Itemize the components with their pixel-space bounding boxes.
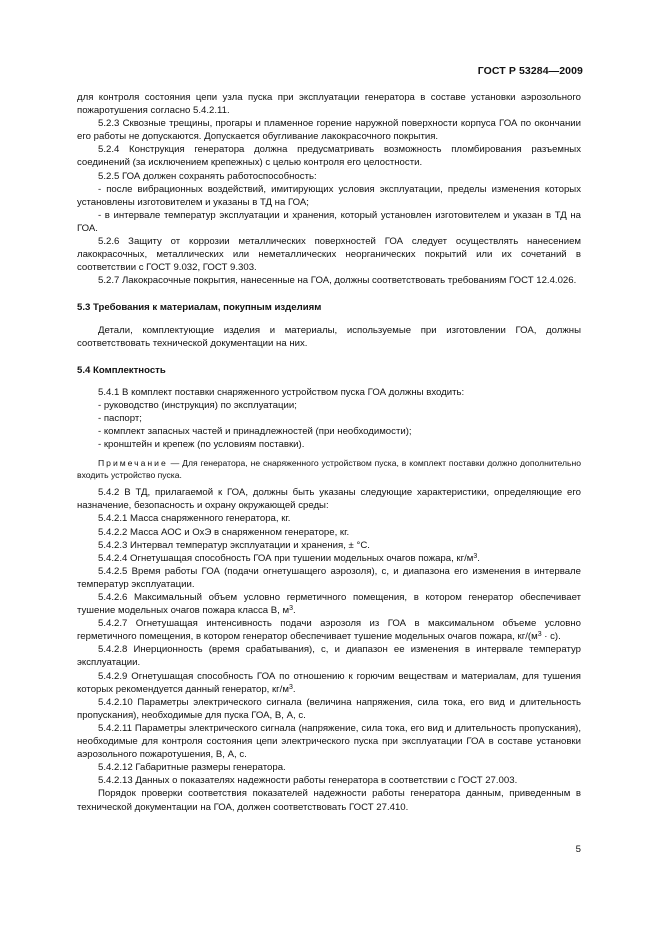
list-item: - после вибрационных воздействий, имитирующих условия эксплуатации, пределы изменения которых установлены изготовителем и указаны в ТД на ГОА; xyxy=(77,183,581,208)
page-number: 5 xyxy=(575,844,581,855)
clause-5-4-2-8: 5.4.2.8 Инерционность (время срабатывания), с, и диапазон ее изменения в интервале температур эксплуатации. xyxy=(77,644,581,669)
clause-5-4-2-3: 5.4.2.3 Интервал температур эксплуатации и хранения, ± °С. xyxy=(98,539,370,551)
clause-5-4-2-5: 5.4.2.5 Время работы ГОА (подачи огнетушащего аэрозоля), с, и диапазона его изменения в интервале температур эксплуатации. xyxy=(77,565,581,590)
list-item: - паспорт; xyxy=(98,412,142,424)
section-heading-5-4: 5.4 Комплектность xyxy=(77,364,166,376)
period: . xyxy=(477,552,480,564)
document-header: ГОСТ Р 53284—2009 xyxy=(477,65,583,77)
clause-5-4-2-6 xyxy=(77,591,581,617)
superscript: 3 xyxy=(537,631,542,639)
period: . xyxy=(292,683,296,695)
clause-5-4-1: 5.4.1 В комплект поставки снаряженного устройством пуска ГОА должны входить: xyxy=(98,386,465,398)
superscript: 3 xyxy=(288,683,293,691)
clause-text: 5.4.2.7 Огнетушащая интенсивность подачи аэрозоля из ГОА в максимальном объеме условно герметичного помещения, в котором генератор обеспечивает тушение модельных очагов пожара, кг/(м xyxy=(77,618,581,643)
clause-5-4-2-2: 5.4.2.2 Масса АОС и ОхЭ в снаряженном генераторе, кг. xyxy=(98,526,350,538)
clause-5-2-5: 5.2.5 ГОА должен сохранять работоспособность: xyxy=(98,170,317,182)
section-heading-5-3: 5.3 Требования к материалам, покупным изделиям xyxy=(77,302,322,314)
clause-5-4-2-10: 5.4.2.10 Параметры электрического сигнала (величина напряжения, сила тока, его вид и длительность пропускания), необходимые для пуска ГОА, В, А, с. xyxy=(77,696,581,721)
clause-5-2-7: 5.2.7 Лакокрасочные покрытия, нанесенные на ГОА, должны соответствовать требованиям ГОСТ 12.4.026. xyxy=(98,275,577,287)
paragraph: Детали, комплектующие изделия и материалы, используемые при изготовлении ГОА, должны соответствовать технической документации на них. xyxy=(77,324,581,349)
clause-text: 5.4.2.6 Максимальный объем условно герметичного помещения, в котором генератор обеспечивает тушение модельных очагов пожара класса В, м xyxy=(77,592,581,617)
list-item: - в интервале температур эксплуатации и хранения, который установлен изготовителем и указан в ТД на ГОА. xyxy=(77,209,581,234)
period: . xyxy=(293,605,296,617)
note-text: — Для генератора, не снаряженного устройством пуска, в комплект поставки должно дополнительно входить устройство пуска. xyxy=(77,458,581,481)
paragraph: для контроля состояния цепи узла пуска при эксплуатации генератора в составе установки аэрозольного пожаротушения согласно 5.4.2.11. xyxy=(77,92,581,117)
clause-5-4-2-13: 5.4.2.13 Данных о показателях надежности работы генератора в соответствии с ГОСТ 27.003. xyxy=(98,775,518,787)
superscript: 3 xyxy=(289,605,293,613)
clause-5-4-2-12: 5.4.2.12 Габаритные размеры генератора. xyxy=(98,762,286,774)
clause-5-4-2-11: 5.4.2.11 Параметры электрического сигнала (напряжение, сила тока, его вид и длительность пропускания), необходимые для контроля состояния цепи электрического пуска при эксплуатации ГОА в составе установки аэрозольного пожаротушения, В, А, с. xyxy=(77,722,581,761)
clause-5-4-2-9 xyxy=(77,670,581,696)
clause-text-end: · с). xyxy=(544,631,561,643)
clause-5-4-2: 5.4.2 В ТД, прилагаемой к ГОА, должны быть указаны следующие характеристики, определяющие его назначение, безопасность и охрану окружающей среды: xyxy=(77,487,581,512)
superscript: 3 xyxy=(473,552,478,560)
clause-text: 5.4.2.9 Огнетушащая способность ГОА по отношению к горючим веществам и материалам, для тушения которых рекомендуется данный генератор, кг/м xyxy=(77,670,581,695)
paragraph: Порядок проверки соответствия показателей надежности работы генератора данным, приведенным в технической документации на ГОА, должен соответствовать ГОСТ 27.410. xyxy=(77,788,581,813)
list-item: - кронштейн и крепеж (по условиям поставки). xyxy=(98,439,305,451)
clause-5-4-2-1: 5.4.2.1 Масса снаряженного генератора, кг. xyxy=(98,513,291,525)
document-body xyxy=(77,91,581,814)
list-item: - руководство (инструкция) по эксплуатации; xyxy=(98,399,297,411)
clause-5-4-2-4 xyxy=(77,552,581,565)
clause-5-2-4: 5.2.4 Конструкция генератора должна предусматривать возможность пломбирования разъемных соединений (за исключением крепежных) с целью контроля его целостности. xyxy=(77,144,581,169)
list-item: - комплект запасных частей и принадлежностей (при необходимости); xyxy=(98,426,412,438)
clause-5-2-6: 5.2.6 Защиту от коррозии металлических поверхностей ГОА следует осуществлять нанесением лакокрасочных, металлических или неметаллических неорганических покрытий или их сочетаний в соответствии с ГОСТ 9.032, ГОСТ 9.303. xyxy=(77,236,581,274)
clause-text: 5.4.2.4 Огнетушащая способность ГОА при тушении модельных очагов пожара, кг/м xyxy=(98,552,474,564)
note xyxy=(77,457,581,481)
clause-5-4-2-7 xyxy=(77,617,581,643)
note-label: Примечание xyxy=(98,458,168,469)
clause-5-2-3: 5.2.3 Сквозные трещины, прогары и пламенное горение наружной поверхности корпуса ГОА по окончании его работы не допускаются. Допускается обугливание лакокрасочного покрытия. xyxy=(77,118,581,143)
